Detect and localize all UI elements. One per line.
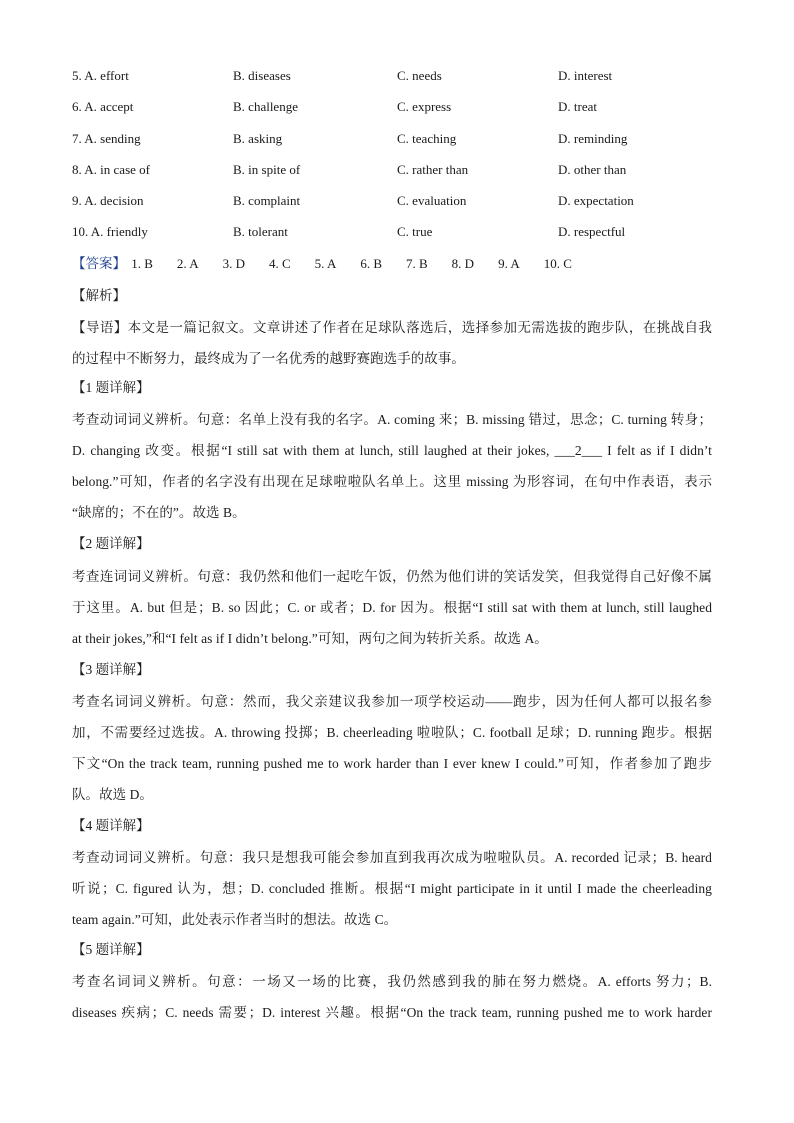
guide-paragraph [72, 312, 712, 374]
section-heading-2: 【2 题详解】 [72, 536, 150, 551]
answer-item: 7. B [406, 256, 428, 271]
section-body-5 [72, 966, 712, 1028]
option-d: D. expectation [558, 193, 634, 208]
option-b: B. in spite of [233, 162, 301, 177]
option-c: C. teaching [397, 131, 457, 146]
section-body-4 [72, 842, 712, 935]
body-line: belong.”可知，作者的名字没有出现在足球啦啦队名单上。这里 missing 为形容词，在句中作表语，表示 [72, 474, 712, 489]
option-d: D. treat [558, 99, 597, 114]
body-line: 考查动词词义辨析。句意：我只是想我可能会参加直到我再次成为啦啦队员。A. recorded 记录；B. heard [72, 850, 712, 865]
body-line: at their jokes,”和“I felt as if I didn’t belong.”可知，两句之间为转折关系。故选 A。 [72, 631, 548, 646]
body-line: team again.”可知，此处表示作者当时的想法。故选 C。 [72, 912, 398, 927]
option-b: B. diseases [233, 68, 291, 83]
body-line: 听说；C. figured 认为，想；D. concluded 推断。根据“I might participate in it until I made the cheerleading [72, 881, 712, 896]
option-c: C. evaluation [397, 193, 467, 208]
answer-item: 5. A [314, 256, 337, 271]
option-b: B. tolerant [233, 224, 288, 239]
option-d: D. interest [558, 68, 613, 83]
body-line: 考查名词词义辨析。句意：然而，我父亲建议我参加一项学校运动——跑步，因为任何人都可以报名参 [72, 694, 712, 709]
body-line: 队。故选 D。 [72, 787, 153, 802]
answer-item: 1. B [131, 256, 153, 271]
answer-row [72, 253, 596, 275]
analysis-tag: 【解析】 [72, 288, 126, 303]
option-a: 10. A. friendly [72, 224, 148, 239]
answer-item: 6. B [360, 256, 382, 271]
option-c: C. needs [397, 68, 442, 83]
option-c: C. express [397, 99, 452, 114]
option-b: B. complaint [233, 193, 301, 208]
option-d: D. other than [558, 162, 627, 177]
option-a: 9. A. decision [72, 193, 144, 208]
body-line: “缺席的；不在的”。故选 B。 [72, 505, 246, 520]
answer-item: 8. D [451, 256, 475, 271]
section-heading-1: 【1 题详解】 [72, 380, 150, 395]
guide-line: 的过程中不断努力，最终成为了一名优秀的越野赛跑选手的故事。 [72, 351, 465, 366]
option-a: 6. A. accept [72, 99, 134, 114]
option-a: 8. A. in case of [72, 162, 150, 177]
body-line: 考查名词词义辨析。句意：一场又一场的比赛，我仍然感到我的肺在努力燃烧。A. efforts 努力；B. [72, 974, 712, 989]
answer-item: 3. D [222, 256, 245, 271]
answer-items [129, 256, 596, 271]
section-body-2 [72, 561, 712, 654]
answer-tag: 【答案】 [72, 256, 126, 271]
section-heading-4: 【4 题详解】 [72, 818, 150, 833]
section-body-1 [72, 404, 712, 528]
option-a: 5. A. effort [72, 68, 129, 83]
body-line: 下文“On the track team, running pushed me to work harder than I ever knew I could.”可知，作者参加了跑步 [72, 756, 712, 771]
answer-item: 9. A [498, 256, 520, 271]
option-b: B. asking [233, 131, 283, 146]
body-line: D. changing 改变。根据“I still sat with them at lunch, still laughed at their jokes, ___2___ I felt as if I didn’t [72, 443, 712, 458]
section-heading-5: 【5 题详解】 [72, 942, 150, 957]
body-line: 考查动词词义辨析。句意：名单上没有我的名字。A. coming 来；B. missing 错过，思念；C. turning 转身； [72, 412, 712, 427]
body-line: 于这里。A. but 但是；B. so 因此；C. or 或者；D. for 因为。根据“I still sat with them at lunch, still laughed [72, 600, 712, 615]
body-line: 加，不需要经过选拔。A. throwing 投掷；B. cheerleading 啦啦队；C. football 足球；D. running 跑步。根据 [72, 725, 712, 740]
option-b: B. challenge [233, 99, 298, 114]
body-line: 考查连词词义辨析。句意：我仍然和他们一起吃午饭，仍然为他们讲的笑话发笑，但我觉得自己好像不属 [72, 569, 712, 584]
option-d: D. reminding [558, 131, 628, 146]
option-a: 7. A. sending [72, 131, 141, 146]
section-body-3 [72, 686, 712, 810]
option-d: D. respectful [558, 224, 626, 239]
answer-item: 10. C [543, 256, 572, 271]
option-c: C. rather than [397, 162, 469, 177]
body-line: diseases 疾病；C. needs 需要；D. interest 兴趣。根据“On the track team, running pushed me to work harder [72, 1005, 712, 1020]
option-c: C. true [397, 224, 433, 239]
answer-item: 4. C [268, 256, 291, 271]
guide-line: 【导语】本文是一篇记叙文。文章讲述了作者在足球队落选后，选择参加无需选拔的跑步队，在挑战自我 [72, 320, 712, 335]
section-heading-3: 【3 题详解】 [72, 662, 150, 677]
answer-item: 2. A [176, 256, 199, 271]
